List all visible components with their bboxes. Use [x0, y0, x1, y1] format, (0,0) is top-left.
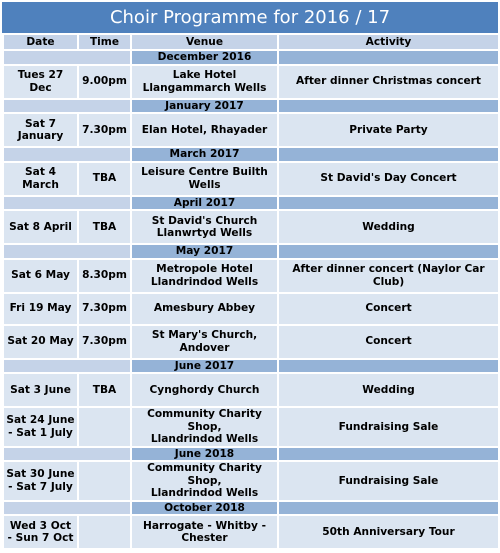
event-row	[4, 260, 498, 292]
event-activity: Private Party	[279, 114, 498, 146]
month-spacer	[4, 51, 130, 64]
event-date: Sat 30 June - Sat 7 July	[4, 462, 77, 500]
event-activity: St David's Day Concert	[279, 163, 498, 195]
venue-line: St David's Church	[151, 214, 258, 227]
month-label: January 2017	[132, 100, 277, 113]
event-venue	[132, 374, 277, 406]
event-date: Sat 24 June - Sat 1 July	[4, 408, 77, 446]
event-venue	[132, 462, 277, 500]
header-date: Date	[4, 35, 77, 49]
month-spacer	[279, 51, 498, 64]
month-label: June 2018	[132, 448, 277, 461]
programme-body	[4, 51, 498, 548]
month-spacer	[4, 448, 130, 461]
month-label: June 2017	[132, 360, 277, 373]
event-venue	[132, 326, 277, 358]
event-time: 7.30pm	[79, 294, 130, 324]
event-time: TBA	[79, 163, 130, 195]
month-label: October 2018	[132, 502, 277, 515]
event-activity: Fundraising Sale	[279, 408, 498, 446]
event-activity: Fundraising Sale	[279, 462, 498, 500]
venue-line: Llandrindod Wells	[150, 433, 259, 445]
event-row	[4, 374, 498, 406]
month-row	[4, 197, 498, 210]
venue-line: Llanwrtyd Wells	[156, 227, 253, 239]
month-spacer	[279, 100, 498, 113]
month-spacer	[279, 360, 498, 373]
month-spacer	[4, 360, 130, 373]
venue-line: Amesbury Abbey	[153, 302, 256, 315]
event-time	[79, 462, 130, 500]
venue-line: Cynghordy Church	[149, 383, 260, 396]
event-date: Sat 8 April	[4, 211, 77, 243]
month-row	[4, 148, 498, 161]
page-title: Choir Programme for 2016 / 17	[2, 2, 498, 33]
month-spacer	[279, 148, 498, 161]
header-activity: Activity	[279, 35, 498, 49]
month-row	[4, 100, 498, 113]
venue-line: Elan Hotel, Rhayader	[141, 123, 268, 136]
event-activity: Wedding	[279, 211, 498, 243]
event-row	[4, 114, 498, 146]
event-venue	[132, 516, 277, 548]
month-label: May 2017	[132, 245, 277, 258]
event-row	[4, 66, 498, 98]
month-row	[4, 245, 498, 258]
venue-line: Lake Hotel	[172, 69, 237, 81]
month-row	[4, 51, 498, 64]
month-spacer	[279, 502, 498, 515]
event-row	[4, 294, 498, 324]
event-activity: After dinner Christmas concert	[279, 66, 498, 98]
event-venue	[132, 408, 277, 446]
event-venue	[132, 163, 277, 195]
event-time	[79, 408, 130, 446]
event-time: 8.30pm	[79, 260, 130, 292]
venue-line: Community Charity Shop,	[147, 408, 262, 433]
venue-line: Llandrindod Wells	[150, 275, 259, 288]
month-spacer	[279, 197, 498, 210]
event-time: 9.00pm	[79, 66, 130, 98]
event-row	[4, 163, 498, 195]
month-spacer	[279, 448, 498, 461]
month-spacer	[4, 148, 130, 161]
month-spacer	[4, 502, 130, 515]
event-row	[4, 462, 498, 500]
month-spacer	[4, 245, 130, 258]
programme-table	[2, 33, 500, 550]
event-venue	[132, 211, 277, 243]
month-row	[4, 502, 498, 515]
venue-line: Leisure Centre Builth Wells	[141, 166, 268, 191]
event-venue	[132, 294, 277, 324]
event-venue	[132, 114, 277, 146]
event-time: 7.30pm	[79, 114, 130, 146]
event-date: Sat 3 June	[4, 374, 77, 406]
month-spacer	[4, 197, 130, 210]
event-time: 7.30pm	[79, 326, 130, 358]
event-time: TBA	[79, 374, 130, 406]
event-activity: After dinner concert (Naylor Car Club)	[279, 260, 498, 292]
event-row	[4, 516, 498, 548]
event-date: Sat 4 March	[4, 163, 77, 195]
month-spacer	[4, 100, 130, 113]
event-venue	[132, 260, 277, 292]
event-row	[4, 211, 498, 243]
venue-line: Llangammarch Wells	[142, 81, 267, 94]
event-date: Sat 7 January	[4, 114, 77, 146]
event-activity: Wedding	[279, 374, 498, 406]
event-activity: Concert	[279, 326, 498, 358]
event-date: Tues 27 Dec	[4, 66, 77, 98]
venue-line: St Mary's Church, Andover	[151, 329, 258, 354]
event-row	[4, 408, 498, 446]
event-row	[4, 326, 498, 358]
header-time: Time	[79, 35, 130, 49]
month-label: December 2016	[132, 51, 277, 64]
venue-line: Community Charity Shop,	[147, 462, 262, 487]
header-venue: Venue	[132, 35, 277, 49]
event-venue	[132, 66, 277, 98]
venue-line: Metropole Hotel	[156, 263, 253, 275]
event-activity: Concert	[279, 294, 498, 324]
header-row	[4, 35, 498, 49]
event-date: Sat 6 May	[4, 260, 77, 292]
event-activity: 50th Anniversary Tour	[279, 516, 498, 548]
event-time	[79, 516, 130, 548]
event-date: Wed 3 Oct - Sun 7 Oct	[4, 516, 77, 548]
venue-line: Harrogate - Whitby - Chester	[143, 519, 266, 544]
month-row	[4, 360, 498, 373]
event-date: Fri 19 May	[4, 294, 77, 324]
event-time: TBA	[79, 211, 130, 243]
venue-line: Llandrindod Wells	[150, 487, 259, 499]
month-spacer	[279, 245, 498, 258]
month-label: April 2017	[132, 197, 277, 210]
month-row	[4, 448, 498, 461]
event-date: Sat 20 May	[4, 326, 77, 358]
month-label: March 2017	[132, 148, 277, 161]
